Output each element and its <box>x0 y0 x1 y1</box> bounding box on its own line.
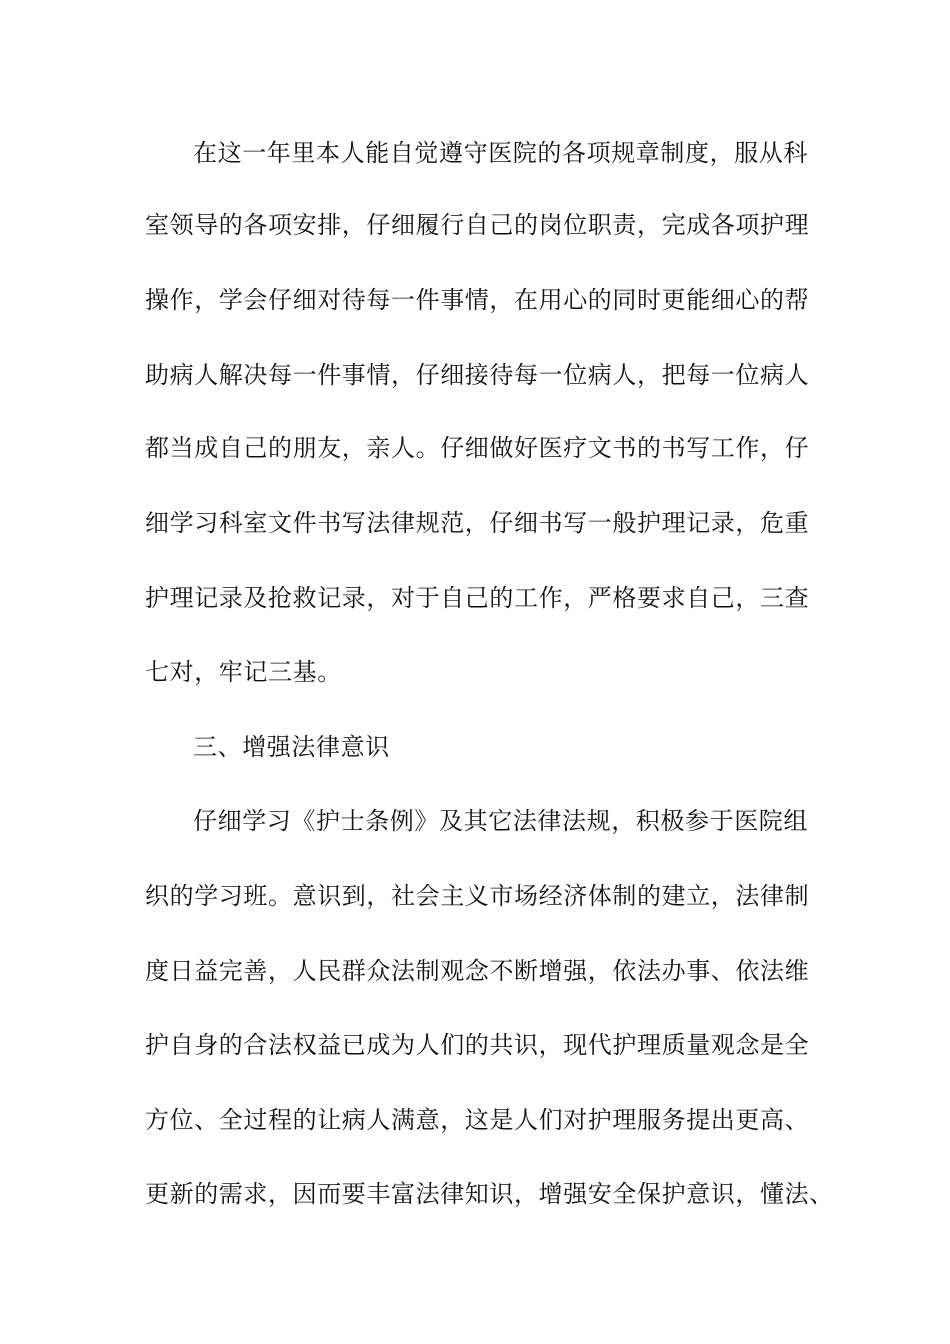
paragraph-line: 护自身的合法权益已成为人们的共识，现代护理质量观念是全 <box>145 1031 810 1059</box>
paragraph-line: 织的学习班。意识到，社会主义市场经济体制的建立，法律制 <box>145 882 810 910</box>
paragraph-line: 室领导的各项安排，仔细履行自己的岗位职责，完成各项护理 <box>145 211 810 239</box>
paragraph-line: 在这一年里本人能自觉遵守医院的各项规章制度，服从科 <box>193 139 808 167</box>
paragraph-line: 方位、全过程的让病人满意，这是人们对护理服务提出更高、 <box>145 1106 810 1134</box>
paragraph-line: 助病人解决每一件事情，仔细接待每一位病人，把每一位病人 <box>145 361 810 389</box>
paragraph-line: 都当成自己的朋友，亲人。仔细做好医疗文书的书写工作，仔 <box>145 434 810 462</box>
section-heading: 三、增强法律意识 <box>193 733 390 761</box>
paragraph-line: 度日益完善，人民群众法制观念不断增强，依法办事、依法维 <box>145 957 810 985</box>
paragraph-line: 更新的需求，因而要丰富法律知识，增强安全保护意识，懂法、 <box>145 1180 834 1208</box>
paragraph-line: 操作，学会仔细对待每一件事情，在用心的同时更能细心的帮 <box>145 286 810 314</box>
paragraph-line: 仔细学习《护士条例》及其它法律法规，积极参于医院组 <box>193 807 808 835</box>
paragraph-line: 细学习科室文件书写法律规范，仔细书写一般护理记录，危重 <box>145 509 810 537</box>
paragraph-line: 七对，牢记三基。 <box>145 658 342 686</box>
paragraph-line: 护理记录及抢救记录，对于自己的工作，严格要求自己，三查 <box>145 584 810 612</box>
